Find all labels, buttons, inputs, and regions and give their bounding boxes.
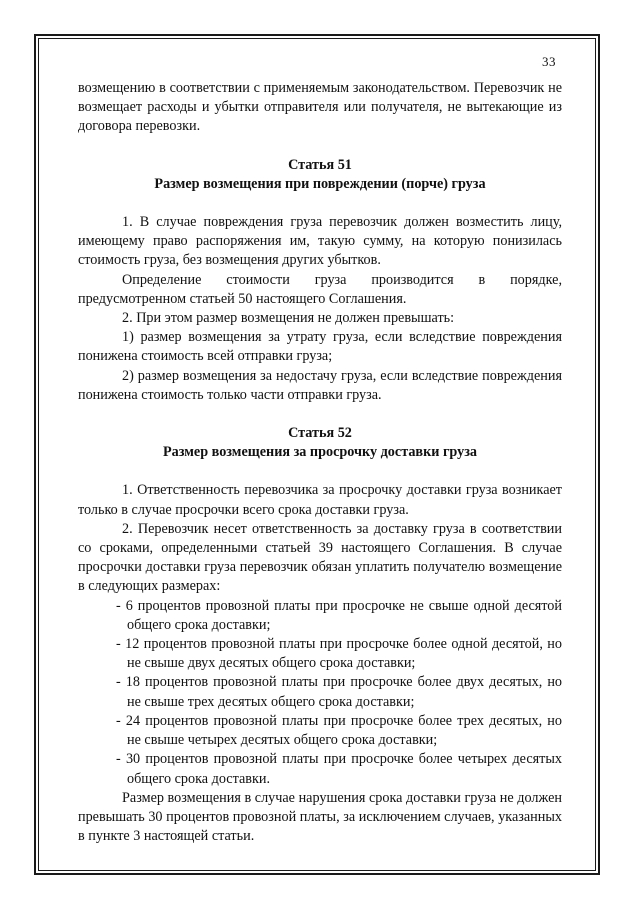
page-number: 33 (542, 54, 556, 69)
article-51-subtitle: Размер возмещения при повреждении (порче) груза (154, 175, 486, 192)
intro-paragraph: возмещению в соответствии с применяемым законодательством. Перевозчик не возмещает расходы и убытки отправителя или получателя, не вытекающие из договора перевозки. (78, 80, 562, 135)
article-51-paragraph: 2. При этом размер возмещения не должен превышать: (122, 310, 455, 327)
article-52-closing-paragraph: Размер возмещения в случае нарушения срока доставки груза не должен превышать 30 процентов провозной платы, за исключением случаев, указанных в пункте 3 настоящей статьи. (78, 789, 562, 845)
article-51-paragraph: 1. В случае повреждения груза перевозчик должен возместить лицу, имеющему право распоряжения им, такую сумму, на которую понизилась стоимость груза, без возмещения других убытков. (78, 214, 562, 269)
article-51-title: Статья 51 (288, 156, 352, 173)
article-52-title: Статья 52 (288, 425, 352, 442)
rate-list-item: - 24 процентов провозной платы при просрочке более трех десятых, но не свыше четырех десятых общего срока доставки; (116, 712, 562, 749)
rate-list-item: - 30 процентов провозной платы при просрочке более четырех десятых общего срока доставки. (116, 751, 562, 787)
article-51-paragraph: Определение стоимости груза производится в порядке, предусмотренном статьей 50 настоящего Соглашения. (78, 271, 562, 307)
article-52-subtitle: Размер возмещения за просрочку доставки груза (162, 444, 478, 461)
rate-list-item: - 12 процентов провозной платы при просрочке более одной десятой, но не свыше двух десятых общего срока доставки; (116, 636, 562, 672)
article-51-paragraph: 2) размер возмещения за недостачу груза, если вследствие повреждения понижена стоимость только части отправки груза. (78, 367, 562, 403)
article-52-paragraph: 1. Ответственность перевозчика за просрочку доставки груза возникает только в случае просрочки всего срока доставки груза. (78, 482, 562, 518)
document-body (78, 79, 562, 846)
rate-list-item: - 18 процентов провозной платы при просрочке более двух десятых, но не свыше трех десятых общего срока доставки; (116, 674, 562, 710)
rate-list-item: - 6 процентов провозной платы при просрочке не свыше одной десятой общего срока доставки; (116, 597, 562, 633)
article-51-paragraph: 1) размер возмещения за утрату груза, если вследствие повреждения понижена стоимость всей отправки груза; (78, 329, 562, 365)
article-52-paragraph: 2. Перевозчик несет ответственность за доставку груза в соответствии со сроками, определенными статьей 39 настоящего Соглашения. В случае просрочки доставки груза перевозчик обязан уплатить получателю возмещение в следующих размерах: (78, 520, 562, 595)
